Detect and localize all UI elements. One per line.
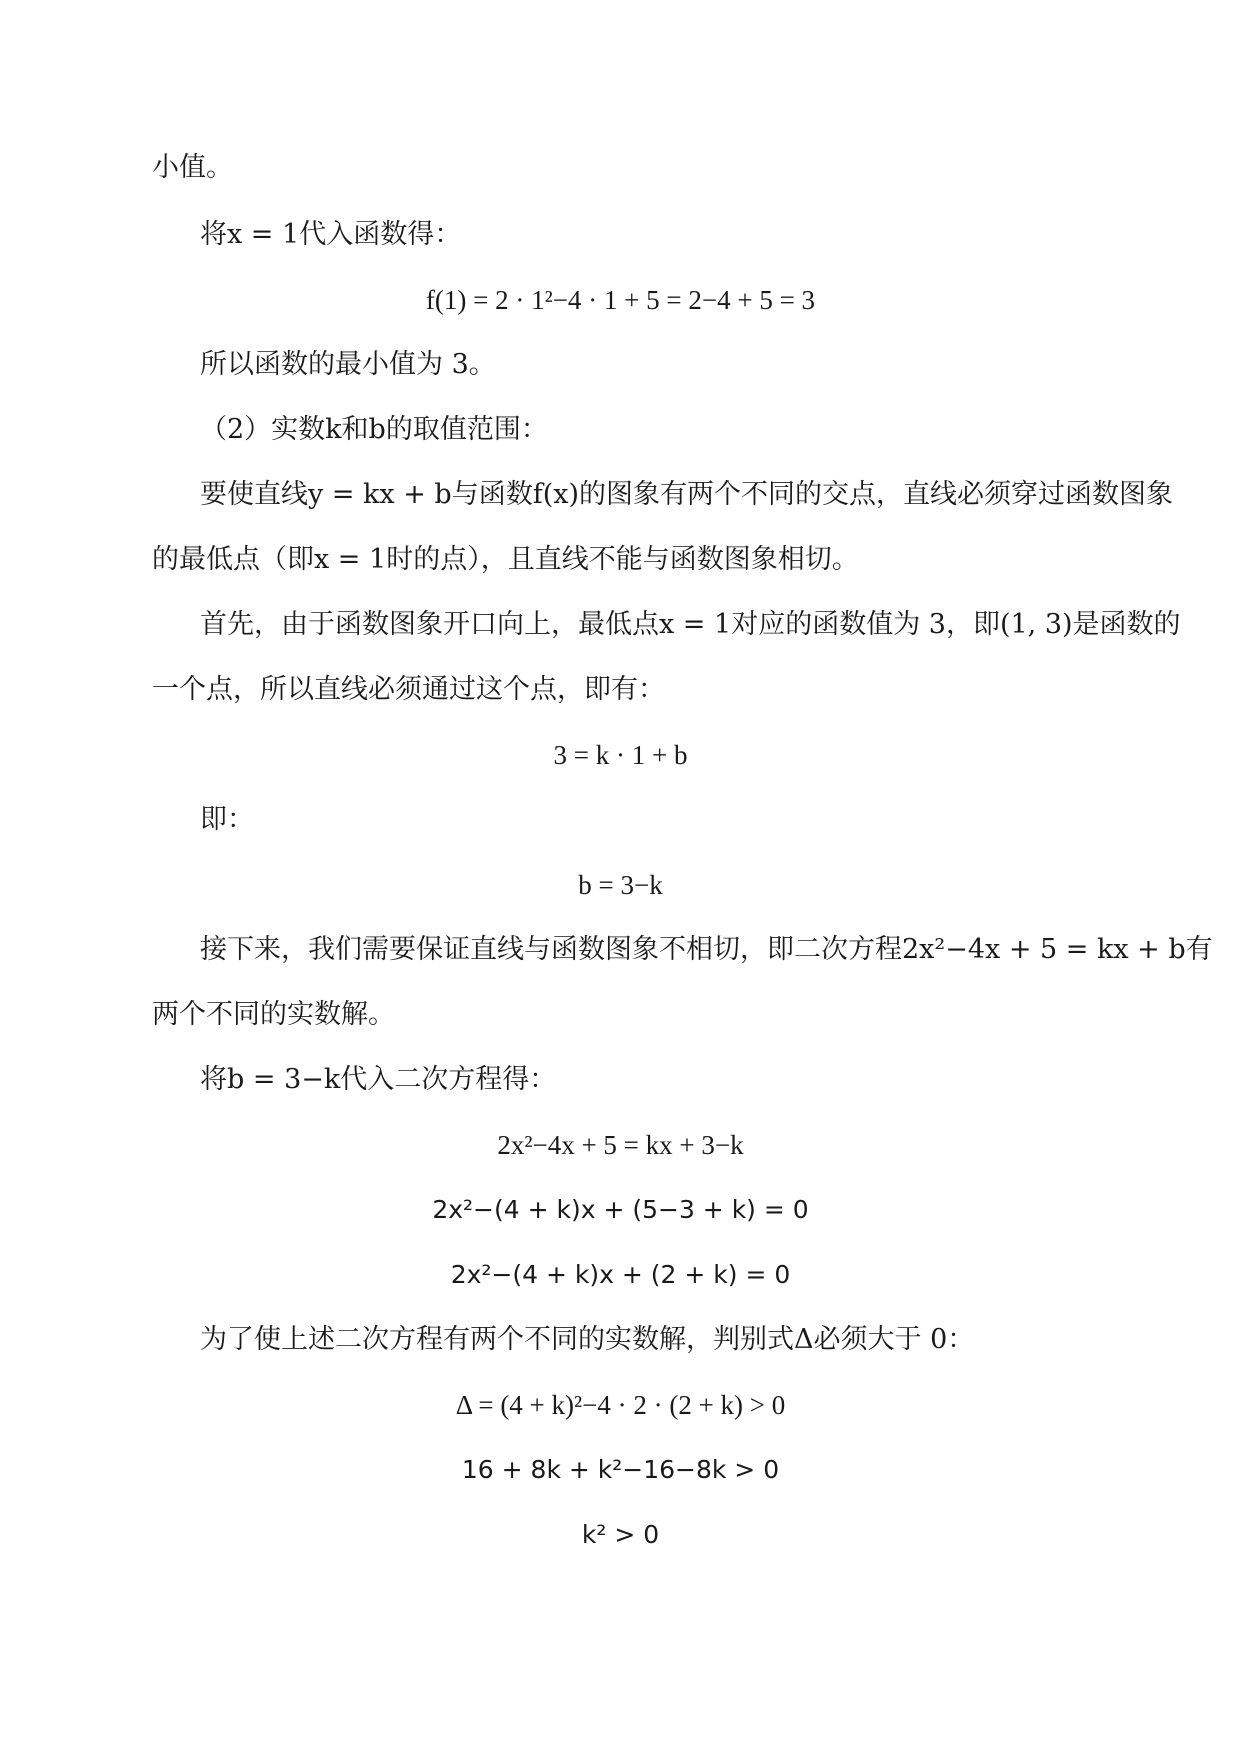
equation-line: 2x²−(4 + k)x + (5−3 + k) = 0 bbox=[432, 1195, 809, 1224]
equation-line: f(1) = 2 · 1²−4 · 1 + 5 = 2−4 + 5 = 3 bbox=[425, 285, 816, 315]
text-line: 为了使上述二次方程有两个不同的实数解，判别式Δ必须大于 0： bbox=[200, 1324, 975, 1355]
text-line: 小值。 bbox=[152, 152, 233, 183]
text-line: 所以函数的最小值为 3。 bbox=[200, 349, 496, 380]
text-line: 的最低点（即x = 1时的点），且直线不能与函数图象相切。 bbox=[152, 544, 859, 575]
equation-line: 2x²−(4 + k)x + (2 + k) = 0 bbox=[450, 1260, 791, 1289]
text-line: 将x = 1代入函数得： bbox=[200, 219, 462, 250]
equation-line: 3 = k · 1 + b bbox=[553, 740, 688, 770]
text-line: 两个不同的实数解。 bbox=[152, 999, 395, 1030]
text-line: 将b = 3−k代入二次方程得： bbox=[200, 1064, 557, 1095]
text-line: 接下来，我们需要保证直线与函数图象不相切，即二次方程2x²−4x + 5 = kx + b有 bbox=[200, 934, 1213, 965]
text-line: 即： bbox=[200, 804, 254, 835]
equation-line: Δ = (4 + k)²−4 · 2 · (2 + k) > 0 bbox=[455, 1390, 786, 1420]
text-line: 要使直线y = kx + b与函数f(x)的图象有两个不同的交点，直线必须穿过函数图象 bbox=[200, 479, 1173, 510]
text-line: 一个点，所以直线必须通过这个点，即有： bbox=[152, 674, 665, 705]
equation-line: k² > 0 bbox=[581, 1520, 660, 1549]
equation-line: 16 + 8k + k²−16−8k > 0 bbox=[461, 1455, 780, 1484]
text-line: （2）实数k和b的取值范围： bbox=[200, 414, 548, 445]
text-line: 首先，由于函数图象开口向上，最低点x = 1对应的函数值为 3，即(1, 3)是函数的 bbox=[200, 609, 1181, 640]
equation-line: b = 3−k bbox=[578, 870, 663, 900]
equation-line: 2x²−4x + 5 = kx + 3−k bbox=[497, 1130, 744, 1160]
